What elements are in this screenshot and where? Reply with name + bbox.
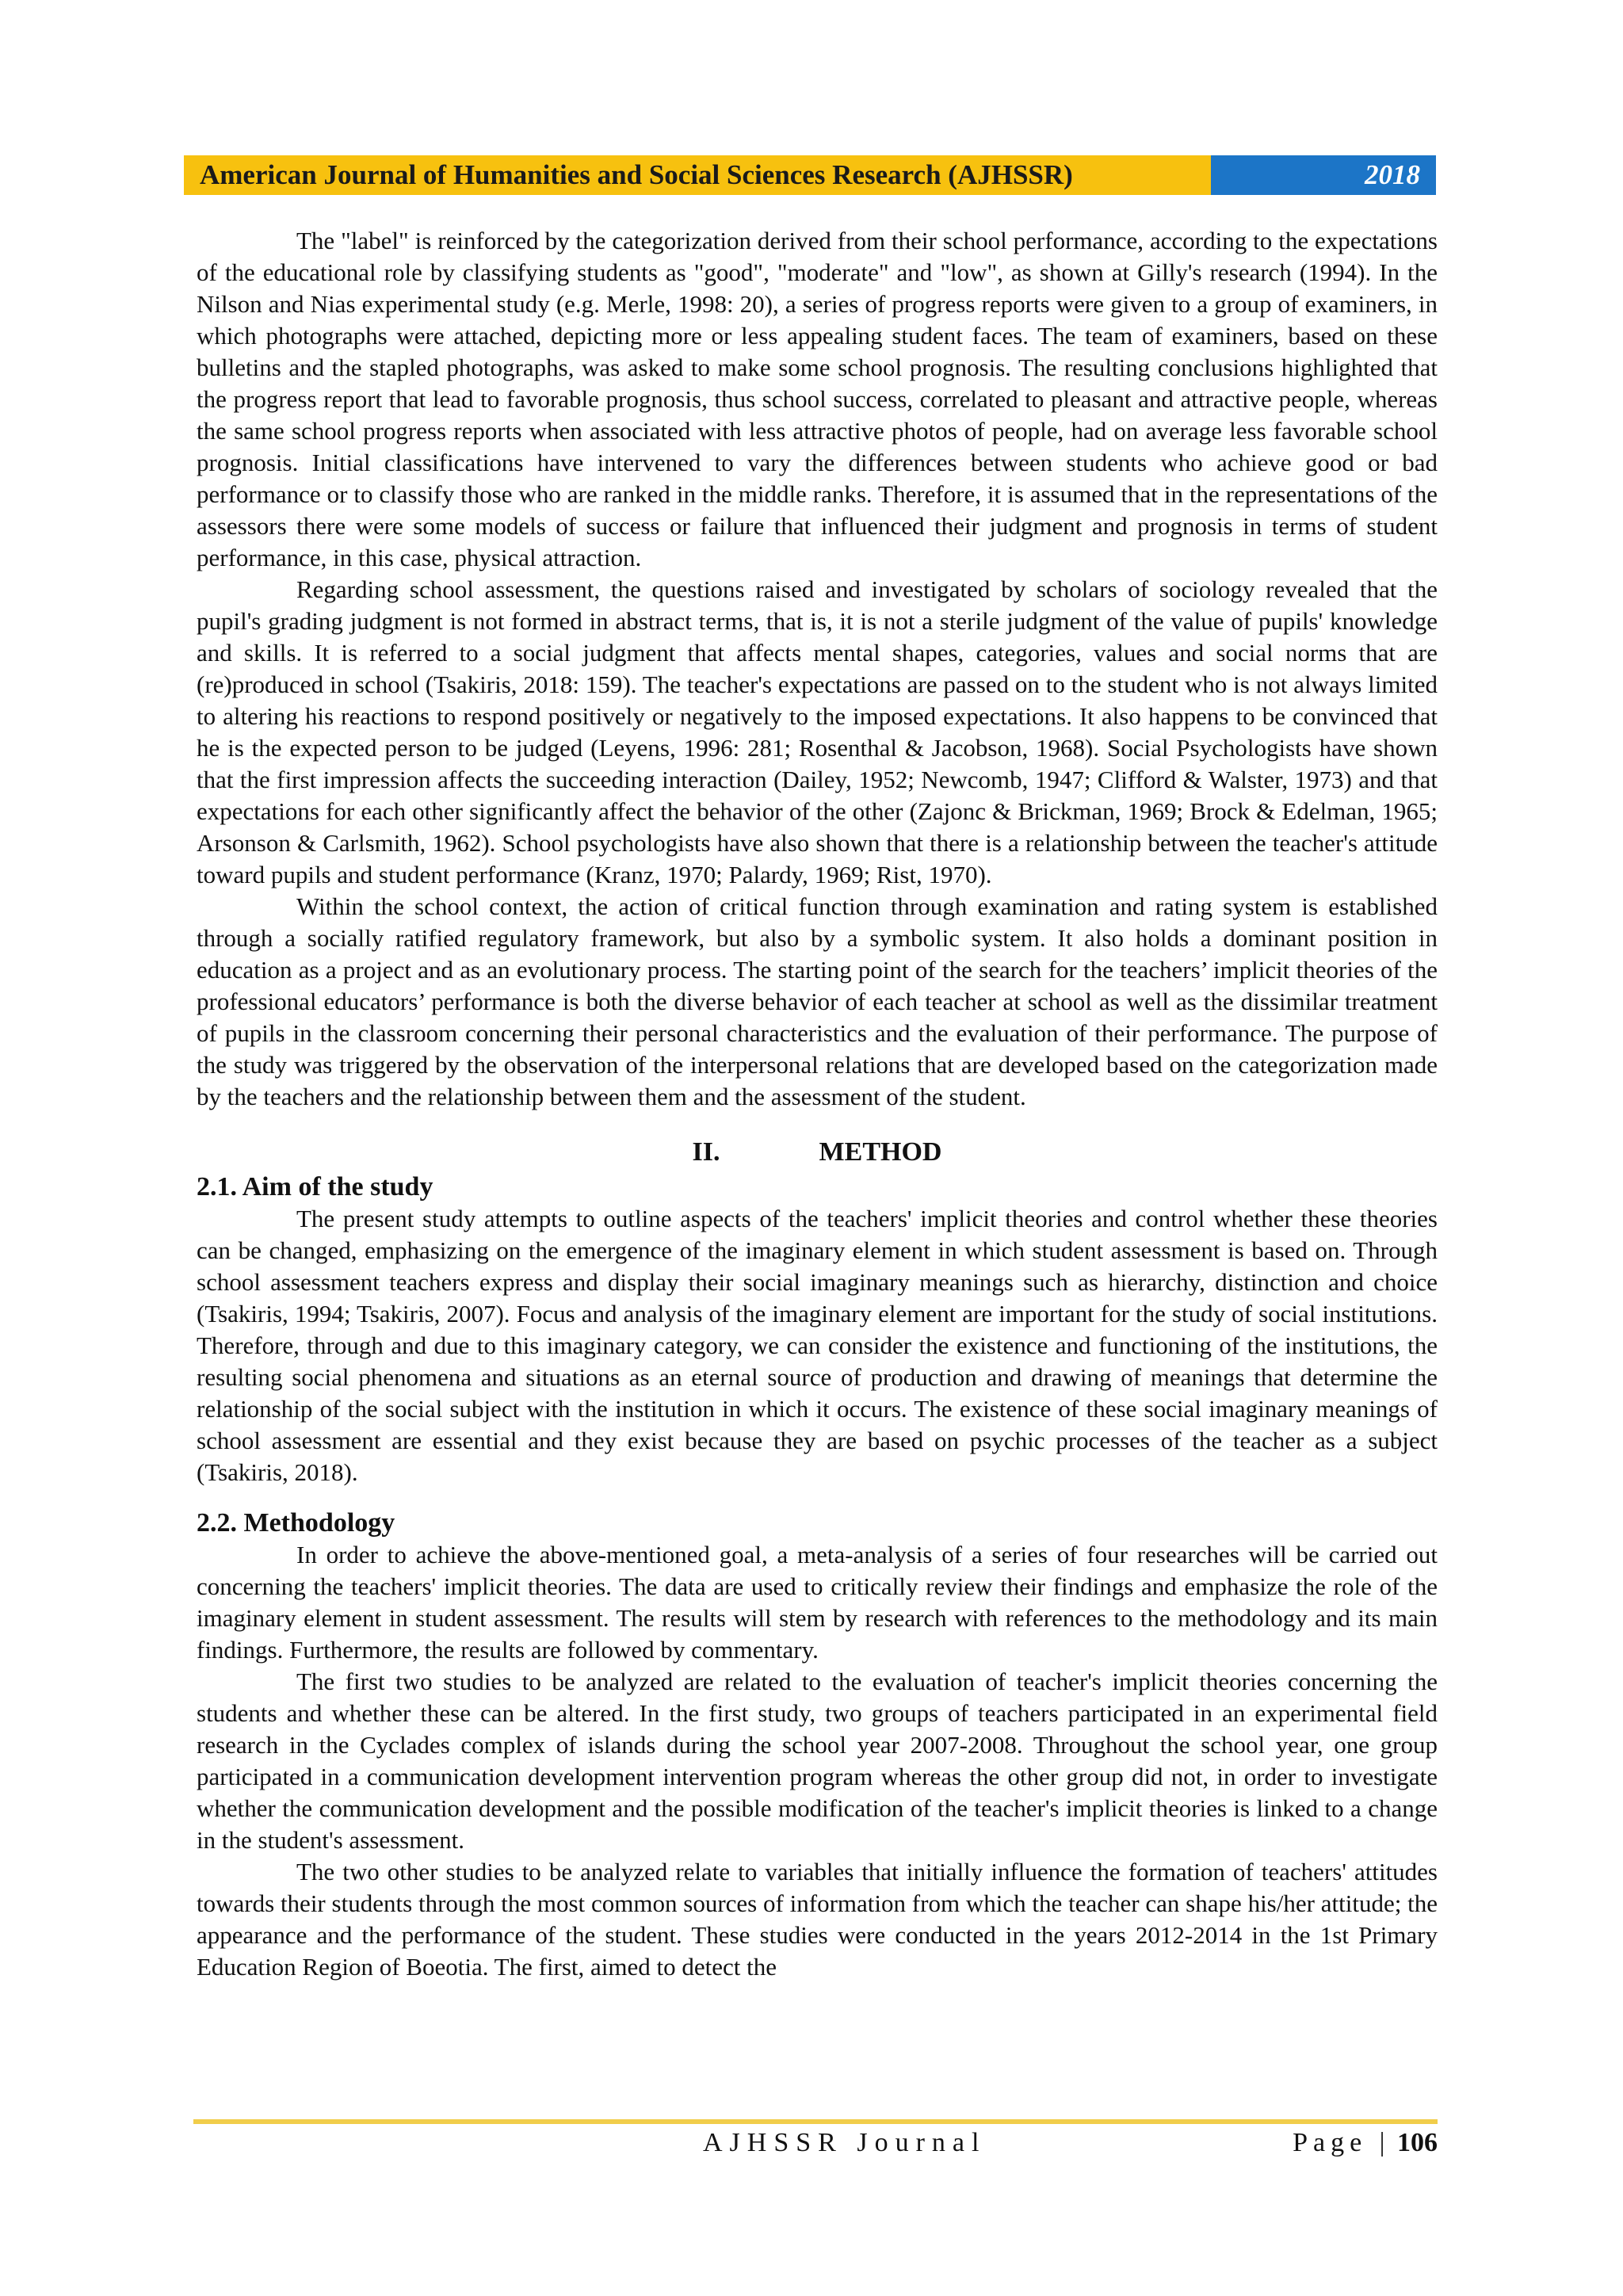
footer-journal-name: AJHSSR Journal: [703, 2128, 987, 2157]
footer-divider: [193, 2119, 1438, 2124]
body-paragraph: Regarding school assessment, the questions raised and investigated by scholars of sociology revealed that the pupil's grading judgment is not formed in abstract terms, that is, it is not a sterile judgment of the value of pupils' knowledge and skills. It is referred to a social judgment that affects mental shapes, categories, values and social norms that are (re)produced in school (Tsakiris, 2018: 159). The teacher's expectations are passed on to the student who is not always limited to altering his reactions to respond positively or negatively to the imposed expectations. It also happens to be convinced that he is the expected person to be judged (Leyens, 1996: 281; Rosenthal & Jacobson, 1968). Social Psychologists have shown that the first impression affects the succeeding interaction (Dailey, 1952; Newcomb, 1947; Clifford & Walster, 1973) and that expectations for each other significantly affect the behavior of the other (Zajonc & Brickman, 1969; Brock & Edelman, 1965; Arsonson & Carlsmith, 1962). School psychologists have also shown that there is a relationship between the teacher's attitude toward pupils and student performance (Kranz, 1970; Palardy, 1969; Rist, 1970).: [197, 575, 1438, 888]
body-paragraph: Within the school context, the action of critical function through examination and rating system is established through a socially ratified regulatory framework, but also by a symbolic system. It also holds a dominant position in education as a project and as an evolutionary process. The starting point of the search for the teachers’ implicit theories of the professional educators’ performance is both the diverse behavior of each teacher at school as well as the dissimilar treatment of pupils in the classroom concerning their personal characteristics and the evaluation of their performance. The purpose of the study was triggered by the observation of the interpersonal relations that are developed based on the categorization made by the teachers and the relationship between them and the assessment of the student.: [197, 892, 1438, 1110]
body-paragraph: The first two studies to be analyzed are related to the evaluation of teacher's implicit theories concerning the students and whether these can be altered. In the first study, two groups of teachers participated in an experimental field research in the Cyclades complex of islands during the school year 2007-2008. Throughout the school year, one group participated in a communication development intervention program whereas the other group did not, in order to investigate whether the communication development and the possible modification of the teacher's implicit theories is linked to a change in the student's assessment.: [197, 1668, 1438, 1854]
page-number: 106: [1397, 2128, 1438, 2157]
subsection-heading-methodology: 2.2. Methodology: [197, 1508, 395, 1538]
body-paragraph: The "label" is reinforced by the categorization derived from their school performance, according to the expectations of the educational role by classifying students as "good", "moderate" and "low", as shown at Gilly's research (1994). In the Nilson and Nias experimental study (e.g. Merle, 1998: 20), a series of progress reports were given to a group of examiners, in which photographs were attached, depicting more or less appealing student faces. The team of examiners, based on these bulletins and the stapled photographs, was asked to make some school prognosis. The resulting conclusions highlighted that the progress report that lead to favorable prognosis, thus school success, correlated to pleasant and attractive people, whereas the same school progress reports when associated with less attractive photos of people, had on average less favorable school prognosis. Initial classifications have intervened to vary the differences between students who achieve good or bad performance or to classify those who are ranked in the middle ranks. Therefore, it is assumed that in the representations of the assessors there were some models of success or failure that influenced their judgment and prognosis in terms of student performance, in this case, physical attraction.: [197, 227, 1438, 571]
section-title: METHOD: [819, 1137, 942, 1167]
section-heading-method: [197, 1137, 1438, 1168]
body-paragraph: In order to achieve the above-mentioned goal, a meta-analysis of a series of four researches will be carried out concerning the teachers' implicit theories. The data are used to critically review their findings and emphasize the role of the imaginary element in student assessment. The results will stem by research with references to the methodology and its main findings. Furthermore, the results are followed by commentary.: [197, 1541, 1438, 1664]
page-label: Page |: [1293, 2128, 1391, 2157]
footer-page-info: [1293, 2127, 1438, 2159]
subsection-heading-aim: 2.1. Aim of the study: [197, 1172, 433, 1201]
publication-year: 2018: [1211, 155, 1436, 195]
body-paragraph: The present study attempts to outline aspects of the teachers' implicit theories and control whether these theories can be changed, emphasizing on the emergence of the imaginary element in which student assessment is based on. Through school assessment teachers express and display their social imaginary meanings such as hierarchy, distinction and choice (Tsakiris, 1994; Tsakiris, 2007). Focus and analysis of the imaginary element are important for the study of social institutions. Therefore, through and due to this imaginary category, we can consider the existence and functioning of the institutions, the resulting social phenomena and situations as an eternal source of production and drawing of meanings that determine the relationship of the social subject with the institution in which it occurs. The existence of these social imaginary meanings of school assessment are essential and they exist because they are based on psychic processes of the teacher as a subject (Tsakiris, 2018).: [197, 1205, 1438, 1486]
journal-title: American Journal of Humanities and Social Sciences Research (AJHSSR): [184, 155, 1211, 195]
section-number: II.: [692, 1137, 720, 1167]
journal-header-bar: [184, 155, 1436, 195]
article-body: [197, 225, 1438, 1983]
body-paragraph: The two other studies to be analyzed relate to variables that initially influence the formation of teachers' attitudes towards their students through the most common sources of information from which the teacher can shape his/her attitude; the appearance and the performance of the student. These studies were conducted in the years 2012-2014 in the 1st Primary Education Region of Boeotia. The first, aimed to detect the: [197, 1858, 1438, 1981]
